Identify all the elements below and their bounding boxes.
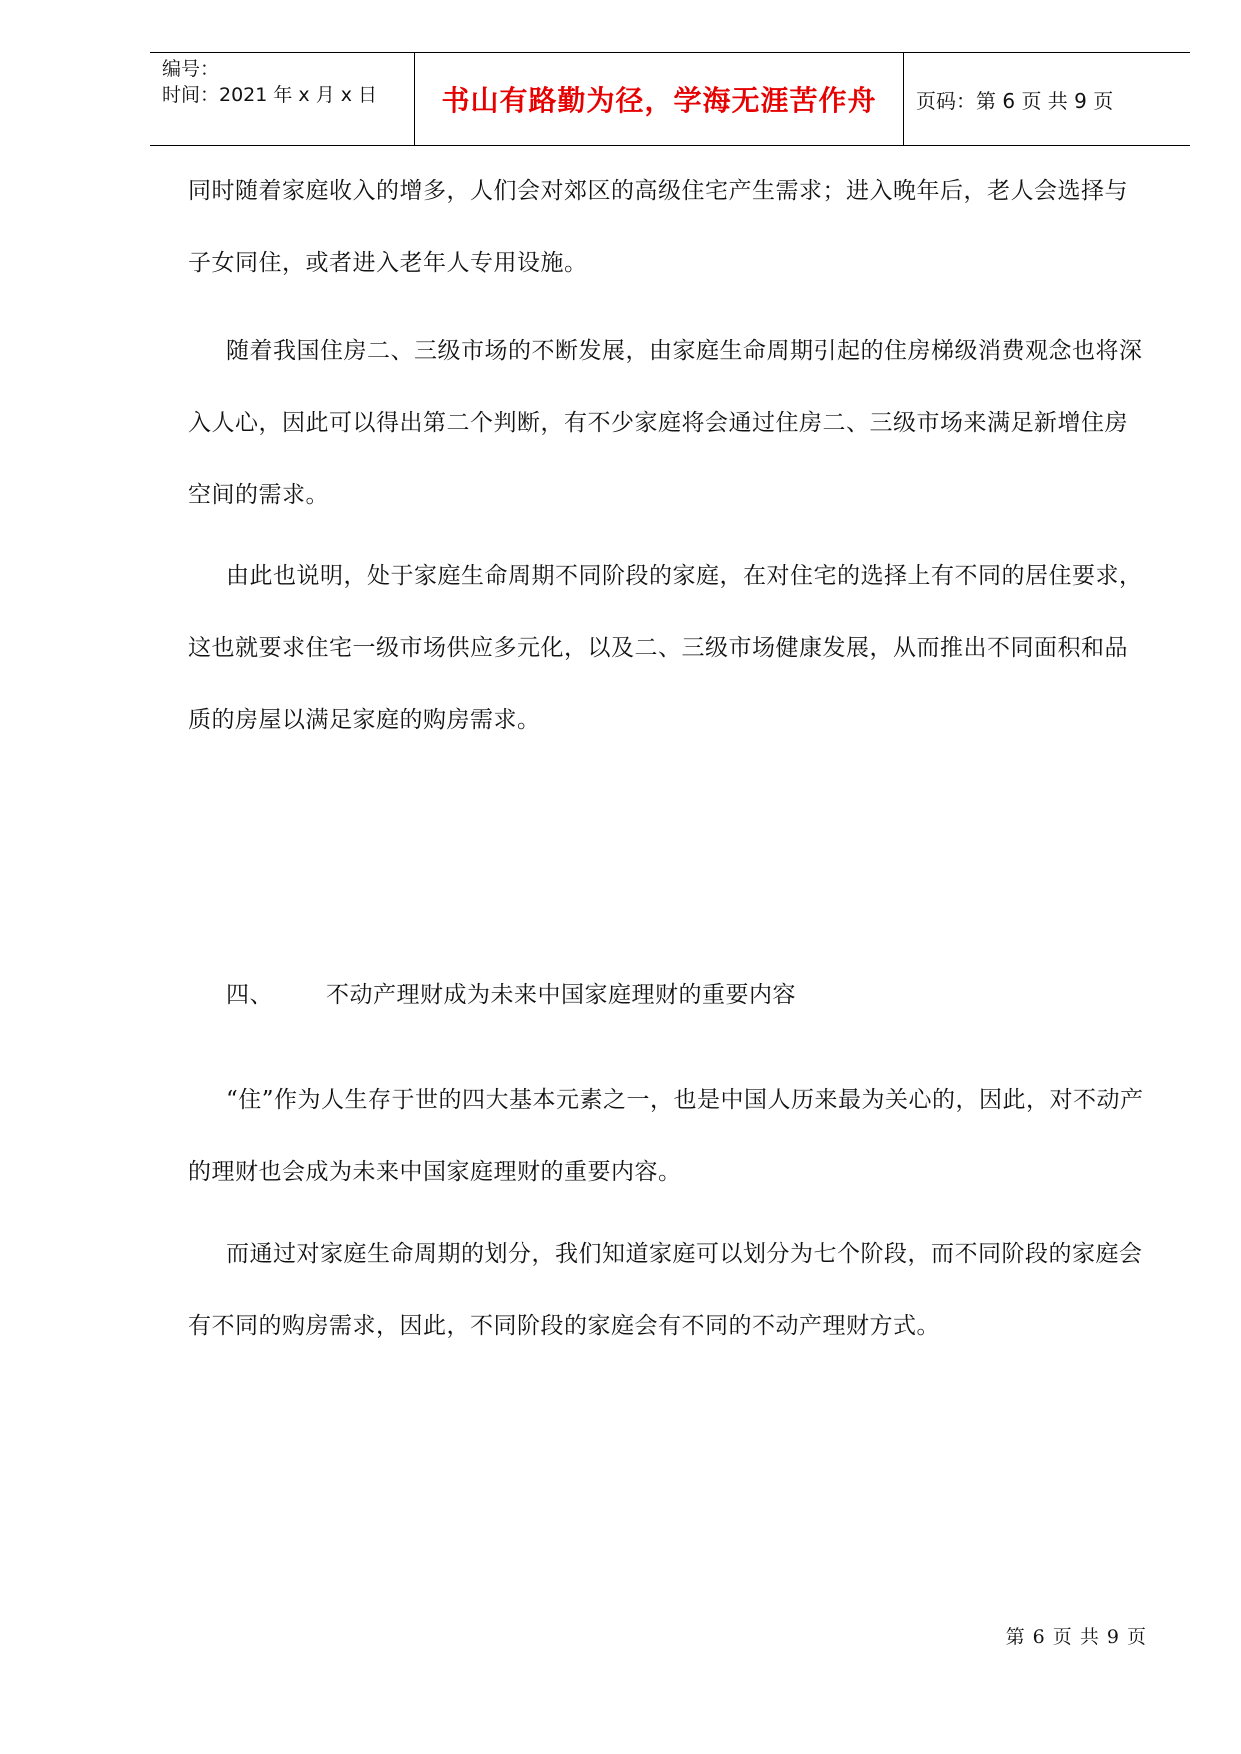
paragraph-1: 同时随着家庭收入的增多，人们会对郊区的高级住宅产生需求；进入晚年后，老人会选择与子女同住，或者进入老年人专用设施。 bbox=[188, 178, 1128, 276]
page-footer: 第 6 页 共 9 页 bbox=[1005, 1626, 1147, 1648]
paragraph-4: “住”作为人生存于世的四大基本元素之一，也是中国人历来最为关心的，因此，对不动产的理财也会成为未来中国家庭理财的重要内容。 bbox=[188, 1087, 1144, 1185]
paragraph-5: 而通过对家庭生命周期的划分，我们知道家庭可以划分为七个阶段，而不同阶段的家庭会有不同的购房需求，因此，不同阶段的家庭会有不同的不动产理财方式。 bbox=[188, 1241, 1143, 1339]
header-meta-cell bbox=[150, 53, 414, 145]
paragraph-3: 由此也说明，处于家庭生命周期不同阶段的家庭，在对住宅的选择上有不同的居住要求，这也就要求住宅一级市场供应多元化，以及二、三级市场健康发展，从而推出不同面积和品质的房屋以满足家庭的购房需求。 bbox=[188, 563, 1143, 733]
header-motto: 书山有路勤为径，学海无涯苦作舟 bbox=[414, 53, 904, 145]
header-page-info: 页码：第 6 页 共 9 页 bbox=[916, 88, 1114, 113]
section-heading bbox=[226, 975, 796, 1015]
document-code-label: 编号： bbox=[162, 58, 220, 80]
section-heading-number: 四、 bbox=[226, 982, 273, 1008]
page-header bbox=[150, 52, 1190, 146]
paragraph-2: 随着我国住房二、三级市场的不断发展，由家庭生命周期引起的住房梯级消费观念也将深入人心，因此可以得出第二个判断，有不少家庭将会通过住房二、三级市场来满足新增住房空间的需求。 bbox=[188, 338, 1143, 508]
document-time-label: 时间：2021 年 x 月 x 日 bbox=[162, 84, 378, 106]
section-heading-text: 不动产理财成为未来中国家庭理财的重要内容 bbox=[326, 982, 796, 1008]
